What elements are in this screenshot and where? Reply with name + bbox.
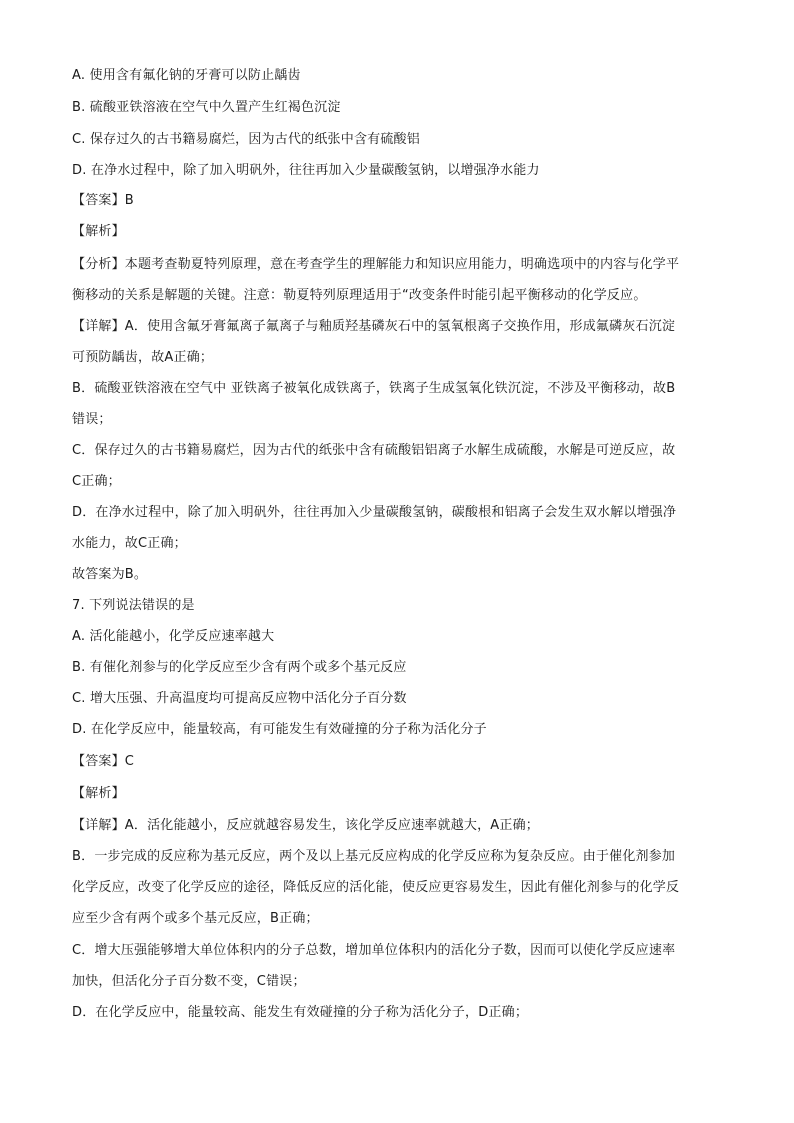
q6-explanation-line: 水能力，故C正确；	[72, 536, 187, 551]
q6-option-d: D. 在净水过程中，除了加入明矾外，往往再加入少量碳酸氢钠，以增强净水能力	[72, 163, 540, 178]
q6-option-b: B. 硫酸亚铁溶液在空气中久置产生红褐色沉淀	[72, 100, 341, 115]
q7-explanation-line: D．在化学反应中，能量较高、能发生有效碰撞的分子称为活化分子，D正确；	[72, 1005, 529, 1020]
q7-explanation-line: 【详解】A．活化能越小，反应就越容易发生，该化学反应速率就越大，A正确；	[72, 818, 539, 833]
q7-explanation-line: 化学反应，改变了化学反应的途径，降低反应的活化能，使反应更容易发生，因此有催化剂参与的化学反	[72, 880, 680, 895]
q7-explanation-line: 加快，但活化分子百分数不变，C错误；	[72, 974, 306, 989]
q6-explanation-line: 可预防龋齿，故A正确；	[72, 350, 214, 365]
q7-explanation-line: B．一步完成的反应称为基元反应，两个及以上基元反应构成的化学反应称为复杂反应。由于催化剂参加	[72, 849, 676, 864]
q7-explanation-line: 应至少含有两个或多个基元反应，B正确；	[72, 911, 319, 926]
q6-explanation-line: 衡移动的关系是解题的关键。注意：勒夏特列原理适用于“改变条件时能引起平衡移动的化学反应。	[72, 288, 647, 303]
q7-option-d: D. 在化学反应中，能量较高，有可能发生有效碰撞的分子称为活化分子	[72, 722, 487, 737]
q7-option-a: A. 活化能越小，化学反应速率越大	[72, 629, 275, 644]
q7-analysis-heading: 【解析】	[72, 786, 125, 801]
q6-option-a: A. 使用含有氟化钠的牙膏可以防止龋齿	[72, 68, 301, 83]
q7-explanation-line: C．增大压强能够增大单位体积内的分子总数，增加单位体积内的活化分子数，因而可以使化学反应速率	[72, 943, 676, 958]
q6-explanation-line: 错误；	[72, 412, 112, 427]
q6-explanation-line: B．硫酸亚铁溶液在空气中 亚铁离子被氧化成铁离子，铁离子生成氢氧化铁沉淀，不涉及平衡移动，故B	[72, 381, 676, 396]
q6-explanation-line: C．保存过久的古书籍易腐烂，因为古代的纸张中含有硫酸铝铝离子水解生成硫酸，水解是可逆反应，故	[72, 443, 676, 458]
q6-analysis-heading: 【解析】	[72, 224, 125, 239]
q7-option-b: B. 有催化剂参与的化学反应至少含有两个或多个基元反应	[72, 660, 407, 675]
q7-answer: 【答案】C	[72, 754, 135, 769]
q6-explanation-line: C正确；	[72, 474, 121, 489]
q7-stem: 7. 下列说法错误的是	[72, 598, 195, 613]
q6-answer: 【答案】B	[72, 193, 134, 208]
q6-explanation-line: 【分析】本题考查勒夏特列原理，意在考查学生的理解能力和知识应用能力，明确选项中的内容与化学平	[72, 257, 680, 272]
q6-explanation-line: D．在净水过程中，除了加入明矾外，往往再加入少量碳酸氢钠，碳酸根和铝离子会发生双水解以增强净	[72, 505, 677, 520]
q6-option-c: C. 保存过久的古书籍易腐烂，因为古代的纸张中含有硫酸铝	[72, 132, 420, 147]
q6-conclusion: 故答案为B。	[72, 567, 148, 582]
q6-explanation-line: 【详解】A．使用含氟牙膏氟离子氟离子与釉质羟基磷灰石中的氢氧根离子交换作用，形成氟磷灰石沉淀	[72, 319, 676, 334]
q7-option-c: C. 增大压强、升高温度均可提高反应物中活化分子百分数	[72, 691, 407, 706]
